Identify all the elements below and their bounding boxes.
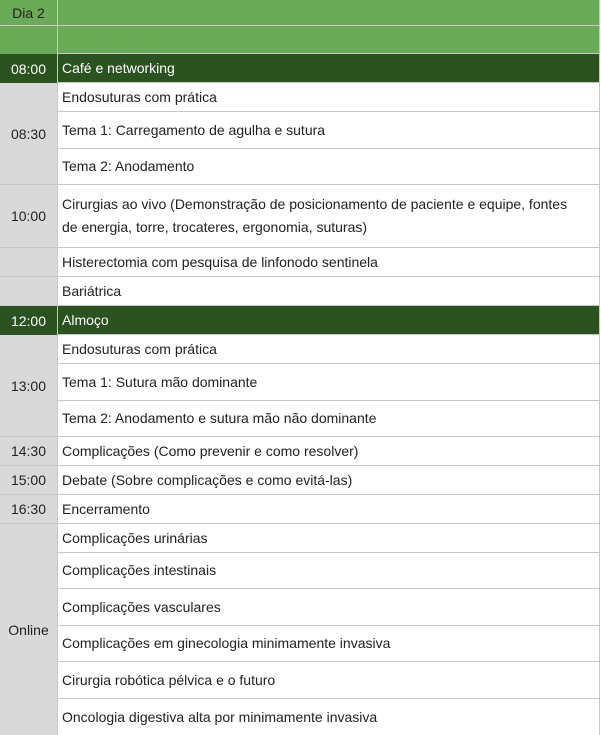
online-item: Complicações urinárias (57, 524, 600, 553)
header-band-time (0, 26, 57, 54)
session-tema2-anodamento-sutura: Tema 2: Anodamento e sutura mão não dominante (57, 401, 600, 437)
session-complicacoes: Complicações (Como prevenir e como resolver) (57, 437, 600, 466)
session-cafe: Café e networking (57, 54, 600, 83)
time-1200: 12:00 (0, 306, 57, 335)
header-band (57, 0, 600, 26)
time-0800: 08:00 (0, 54, 57, 83)
session-tema2-anodamento: Tema 2: Anodamento (57, 149, 600, 185)
online-item: Cirurgia robótica pélvica e o futuro (57, 662, 600, 699)
time-1000: 10:00 (0, 185, 57, 248)
time-1630: 16:30 (0, 495, 57, 524)
online-item: Complicações em ginecologia minimamente invasiva (57, 626, 600, 662)
session-cirurgias-ao-vivo: Cirurgias ao vivo (Demonstração de posicionamento de paciente e equipe, fontes de energia, torre, trocateres, ergonomia, suturas) (57, 185, 600, 248)
session-tema1-carregamento: Tema 1: Carregamento de agulha e sutura (57, 112, 600, 149)
time-0830: 08:30 (0, 83, 57, 185)
session-endosuturas-2: Endosuturas com prática (57, 335, 600, 364)
time-online: Online (0, 524, 57, 735)
time-empty-1 (0, 248, 57, 277)
online-item: Complicações vasculares (57, 589, 600, 626)
day-label: Dia 2 (0, 0, 57, 26)
session-tema1-sutura: Tema 1: Sutura mão dominante (57, 364, 600, 401)
header-band-content (57, 26, 600, 54)
session-histerectomia: Histerectomia com pesquisa de linfonodo sentinela (57, 248, 600, 277)
session-almoco: Almoço (57, 306, 600, 335)
session-endosuturas-1: Endosuturas com prática (57, 83, 600, 112)
time-empty-2 (0, 277, 57, 306)
online-item: Complicações intestinais (57, 553, 600, 589)
time-1500: 15:00 (0, 466, 57, 495)
session-encerramento: Encerramento (57, 495, 600, 524)
session-bariatrica: Bariátrica (57, 277, 600, 306)
time-1430: 14:30 (0, 437, 57, 466)
online-item: Oncologia digestiva alta por minimamente invasiva (57, 699, 600, 735)
session-debate: Debate (Sobre complicações e como evitá-las) (57, 466, 600, 495)
time-1300: 13:00 (0, 335, 57, 437)
